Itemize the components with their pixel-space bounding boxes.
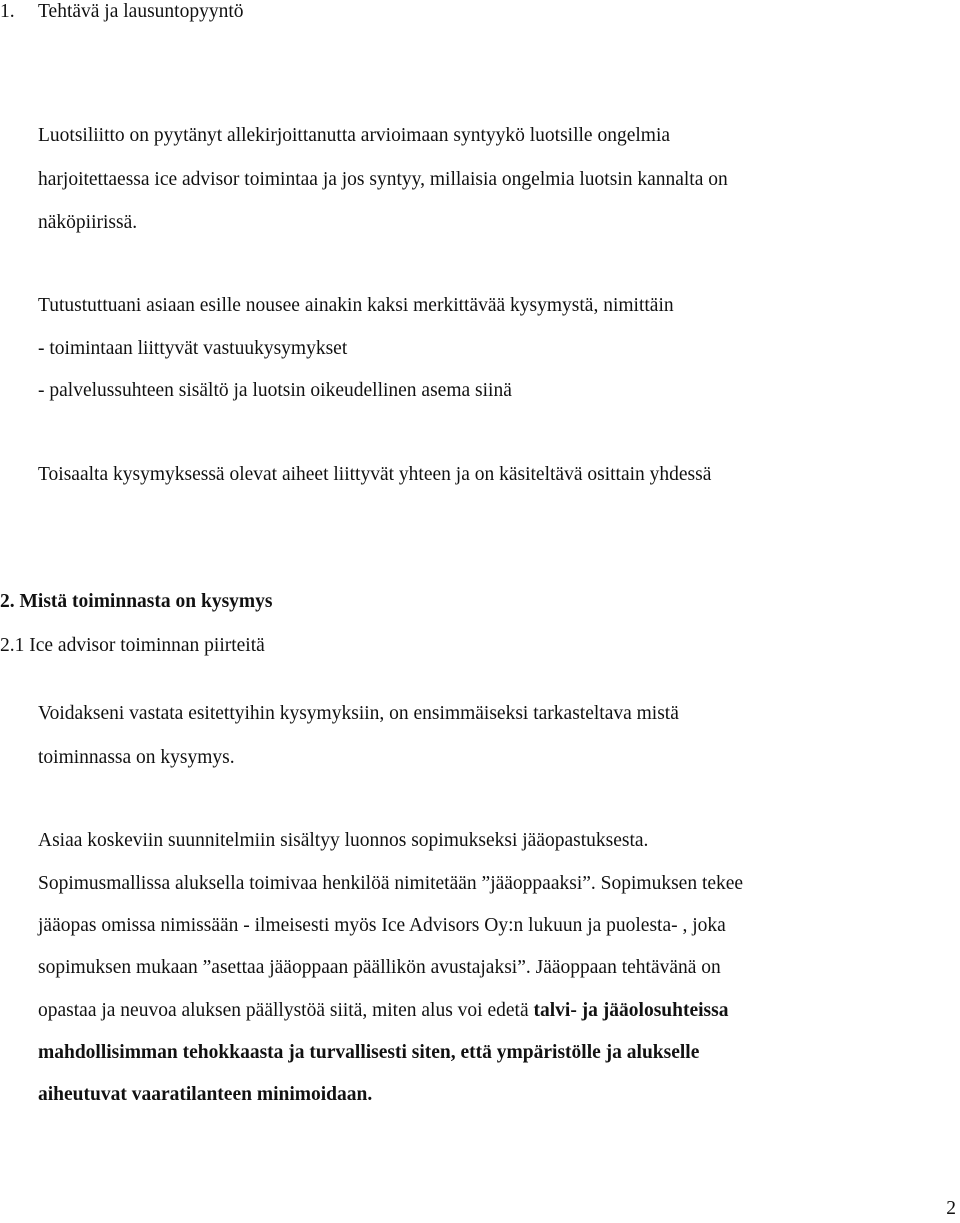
paragraph-5-line-3: jääopas omissa nimissään - ilmeisesti myös Ice Advisors Oy:n lukuun ja puolesta- , joka (38, 915, 726, 936)
paragraph-5-line-4: sopimuksen mukaan ”asettaa jääoppaan päällikön avustajaksi”. Jääoppaan tehtävänä on (38, 957, 721, 978)
section-2-1-subheading: 2.1 Ice advisor toiminnan piirteitä (0, 635, 265, 656)
paragraph-1-line-1: Luotsiliitto on pyytänyt allekirjoittanutta arvioimaan syntyykö luotsille ongelmia (38, 125, 671, 146)
paragraph-5-line-1: Asiaa koskeviin suunnitelmiin sisältyy luonnos sopimukseksi jääopastuksesta. (38, 830, 649, 851)
paragraph-5-line-5 (38, 1001, 728, 1021)
paragraph-5-line-5-text: opastaa ja neuvoa aluksen päällystöä siitä, miten alus voi edetä (38, 1000, 534, 1021)
paragraph-5-line-6: mahdollisimman tehokkaasta ja turvallisesti siten, että ympäristölle ja alukselle (38, 1042, 700, 1063)
section-2-heading: 2. Mistä toiminnasta on kysymys (0, 591, 273, 612)
paragraph-4-line-1: Voidakseni vastata esitettyihin kysymyksiin, on ensimmäiseksi tarkasteltava mistä (38, 703, 679, 724)
paragraph-2-line-3: - palvelussuhteen sisältö ja luotsin oikeudellinen asema siinä (38, 380, 512, 401)
paragraph-2-line-2: - toimintaan liittyvät vastuukysymykset (38, 338, 348, 359)
paragraph-5-line-7: aiheutuvat vaaratilanteen minimoidaan. (38, 1084, 373, 1105)
page-number: 2 (946, 1198, 956, 1219)
section-1-title: Tehtävä ja lausuntopyyntö (38, 1, 244, 22)
paragraph-1-line-3: näköpiirissä. (38, 212, 138, 233)
section-1-heading (0, 2, 244, 22)
paragraph-5-line-5-emphasis: talvi- ja jääolosuhteissa (533, 1000, 729, 1021)
paragraph-2-line-1: Tutustuttuani asiaan esille nousee ainakin kaksi merkittävää kysymystä, nimittäin (38, 295, 674, 316)
paragraph-4-line-2: toiminnassa on kysymys. (38, 747, 235, 768)
paragraph-3: Toisaalta kysymyksessä olevat aiheet liittyvät yhteen ja on käsiteltävä osittain yhdessä (38, 464, 712, 485)
section-1-number: 1. (0, 1, 15, 22)
paragraph-5-line-2: Sopimusmallissa aluksella toimivaa henkilöä nimitetään ”jääoppaaksi”. Sopimuksen tekee (38, 873, 744, 894)
paragraph-1-line-2: harjoitettaessa ice advisor toimintaa ja jos syntyy, millaisia ongelmia luotsin kannalta on (38, 169, 728, 190)
